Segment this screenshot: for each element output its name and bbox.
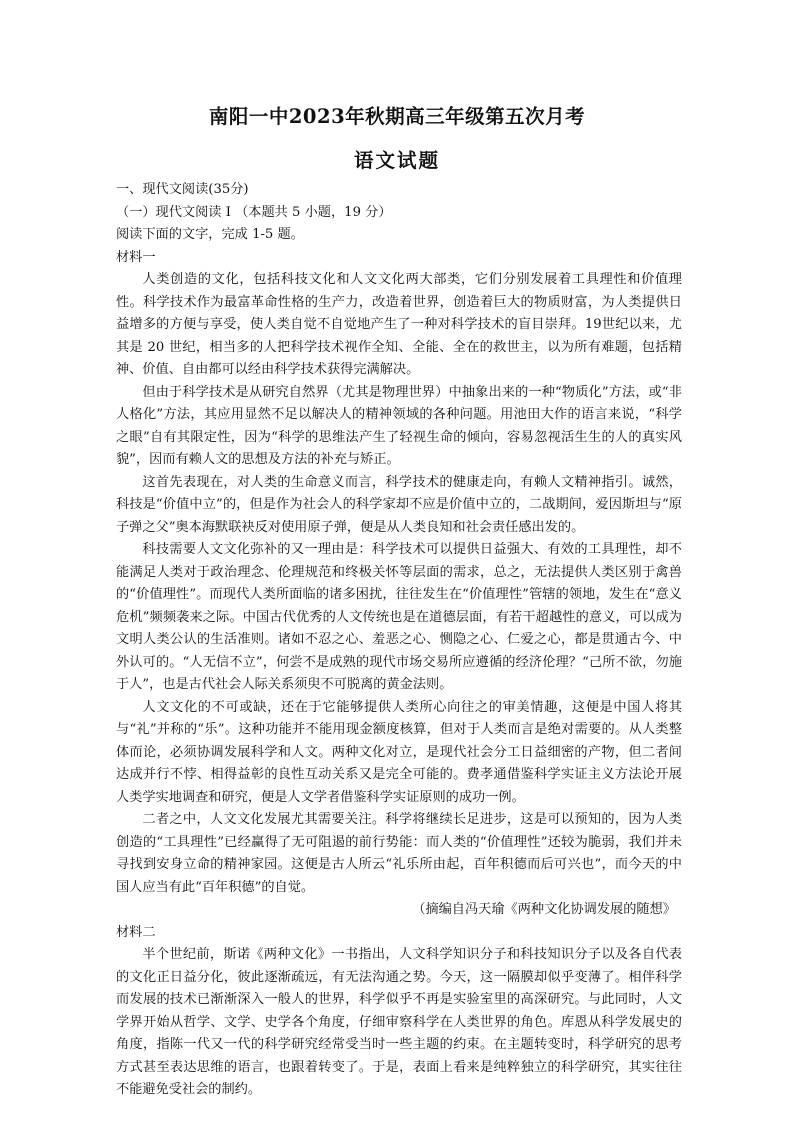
- paragraph: 这首先表现在，对人类的生命意义而言，科学技术的健康走向，有赖人文精神指引。诚然，科技是“价值中立”的，但是作为社会人的科学家却不应是价值中立的，二战期间，爱因斯坦与“原子弹之父”奥本海默联袂反对使用原子弹，便是从人类良知和社会责任感出发的。: [116, 474, 682, 535]
- material-two-label: 材料二: [116, 924, 156, 940]
- exam-subtitle: 语文试题: [353, 149, 440, 172]
- exam-title: 南阳一中2023年秋期高三年级第五次月考: [208, 105, 586, 128]
- paragraph: 人文文化的不可或缺，还在于它能够提供人类所心向往之的审美情趣，这便是中国人将其与“礼”并称的“乐”。这种功能并不能用现金额度核算，但对于人类而言是绝对需要的。从人类整体而论，必须协调发展科学和人文。两种文化对立，是现代社会分工日益细密的产物，但二者间达成并行不悖、相得益彰的良性互动关系又是完全可能的。费孝通借鉴科学实证主义方法论开展人类学实地调查和研究，便是人文学者借鉴科学实证原则的成功一例。: [116, 699, 682, 805]
- paragraph: 但由于科学技术是从研究自然界（尤其是物理世界）中抽象出来的一种“物质化”方法，或“非人格化”方法，其应用显然不足以解决人的精神领域的各种问题。用池田大作的语言来说，“科学之眼”自有其限定性，因为“科学的思维法产生了轻视生命的倾向，容易忽视活生生的人的真实风貌”，因而有赖人文的思想及方法的补充与矫正。: [116, 384, 682, 467]
- source-citation: （摘编自冯天瑜《两种文化协调发展的随想》: [412, 902, 676, 917]
- paragraph: 科技需要人文文化弥补的又一理由是：科学技术可以提供日益强大、有效的工具理性，却不能满足人类对于政治理念、伦理规范和终极关怀等层面的需求，总之，无法提供人类区别于禽兽的“价值理性”。而现代人类所面临的诸多困扰，往往发生在“价值理性”管辖的领地，发生在“意义危机”频频袭来之际。中国古代优秀的人文传统也是在道德层面，有若干超越性的意义，可以成为文明人类公认的生活准则。诸如不忍之心、羞恶之心、恻隐之心、仁爱之心，都是贯通古今、中外认可的。“人无信不立”，何尝不是成熟的现代市场交易所应遵循的经济伦理？“己所不欲，勿施于人”，也是古代社会人际关系须臾不可脱离的黄金法则。: [116, 542, 682, 692]
- exam-body: [116, 179, 682, 1102]
- paragraph: 半个世纪前，斯诺《两种文化》一书指出，人文科学知识分子和科技知识分子以及各自代表的文化正日益分化，彼此逐渐疏远，有无法沟通之势。今天，这一隔膜却似乎变薄了。相伴科学而发展的技术已渐渐深入一般人的世界，科学似乎不再是实验室里的高深研究。与此同时，人文学界开始从哲学、文学、史学各个角度，仔细审察科学在人类世界的角色。库恩从科学发展史的角度，指陈一代又一代的科学研究经常受当时一些主题的约束。在主题转变时，科学研究的思考方式甚至表达思维的语言，也跟着转变了。于是，表面上看来是纯粹独立的科学研究，其实往往不能避免受社会的制约。: [116, 947, 682, 1097]
- part-heading: （一）现代文阅读 I （本题共 5 小题，19 分）: [116, 204, 392, 220]
- paragraph: 人类创造的文化，包括科技文化和人文文化两大部类，它们分别发展着工具理性和价值理性。科学技术作为最富革命性格的生产力，改造着世界，创造着巨大的物质财富，为人类提供日益增多的方便与享受，使人类自觉不自觉地产生了一种对科学技术的盲目崇拜。19世纪以来，尤其是 20 世纪，相当多的人把科学技术视作全知、全能、全在的救世主，以为所有难题，包括精神、价值、自由都可以经由科学技术获得完满解决。: [116, 272, 682, 377]
- paragraph: 二者之中，人文文化发展尤其需要关注。科学将继续长足进步，这是可以预知的，因为人类创造的“工具理性”已经赢得了无可阻遏的前行势能：而人类的“价值理性”还较为脆弱，我们并未寻找到安身立命的精神家园。这便是古人所云“礼乐所由起，百年积德而后可兴也”，而今天的中国人应当有此“百年积德”的自觉。: [116, 812, 682, 895]
- section-heading: 一、现代文阅读(35分): [116, 182, 249, 197]
- reading-instruction: 阅读下面的文字，完成 1-5 题。: [116, 227, 304, 242]
- material-one-label: 材料一: [116, 249, 156, 265]
